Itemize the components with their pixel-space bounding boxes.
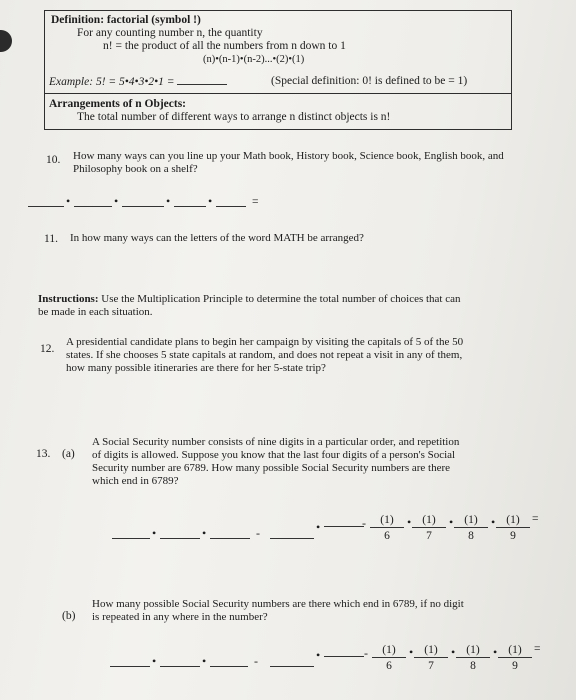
q13a-frac-dot-1: • [407,515,412,529]
q13a-blank-4[interactable] [270,538,314,539]
q13a-fraction-2: $\frac{(1)}{7}$ [412,514,446,543]
q13b-frac-dot-2: • [451,645,456,659]
instructions-line-1-rest: Use the Multiplication Principle to determine the total number of choices that can [101,293,461,305]
q10-dot-1: • [66,194,71,208]
q10-dot-3: • [166,194,171,208]
q13b-line-1: How many possible Social Security numbers are there which end in 6789, if no digit [92,598,464,610]
definition-line-1: For any counting number n, the quantity [77,27,263,39]
box-divider [45,93,511,94]
q13b-fraction-2: $\frac{(1)}{7}$ [414,644,448,673]
binder-hole [0,30,12,52]
q11-text: In how many ways can the letters of the word MATH be arranged? [70,232,364,244]
q10-blank-3[interactable] [122,206,164,207]
q12-line-2: states. If she chooses 5 state capitals at random, and does not repeat a visit in any of them, [66,349,463,361]
q13a-dot-1: • [152,526,157,540]
q13a-blank-5[interactable] [324,526,364,527]
q13b-label: (b) [62,610,76,622]
q10-line-2: Philosophy book on a shelf? [73,163,198,175]
q13b-blank-2[interactable] [160,666,200,667]
q12-number: 12. [40,343,55,355]
definition-title: Definition: factorial (symbol !) [51,14,201,26]
arrangements-text: The total number of different ways to arrange n distinct objects is n! [77,111,391,123]
instructions-line-1: Instructions: Use the Multiplication Principle to determine the total number of choices that can [38,293,461,305]
q13a-fraction-1: $\frac{(1)}{6}$ [370,514,404,543]
q13b-fraction-1: $\frac{(1)}{6}$ [372,644,406,673]
q13b-blank-5[interactable] [324,656,364,657]
q13b-frac-dot-1: • [409,645,414,659]
q10-blank-5[interactable] [216,206,246,207]
q13a-line-1: A Social Security number consists of nine digits in a particular order, and repetition [92,436,460,448]
q13a-dot-5: - [362,516,366,530]
instructions-line-2: be made in each situation. [38,306,153,318]
q13a-dot-3: - [256,526,260,540]
q13a-equals: = [532,513,539,525]
q13a-label: (a) [62,448,75,460]
q13a-fraction-3: $\frac{(1)}{8}$ [454,514,488,543]
q13b-equals: = [534,643,541,655]
example-answer-blank[interactable] [177,84,227,85]
q11-number: 11. [44,233,58,245]
q12-line-3: how many possible itineraries are there for her 5-state trip? [66,362,326,374]
q13a-frac-dot-2: • [449,515,454,529]
q13b-line-2: is repeated in any where in the number? [92,611,268,623]
q13b-fraction-3: $\frac{(1)}{8}$ [456,644,490,673]
q12-line-1: A presidential candidate plans to begin her campaign by visiting the capitals of 5 of the 50 [66,336,464,348]
q10-blank-1[interactable] [28,206,64,207]
q10-equals: = [252,196,259,208]
q10-dot-2: • [114,194,119,208]
q13b-dot-4: • [316,648,321,662]
q10-blank-2[interactable] [74,206,112,207]
q13-number: 13. [36,448,51,460]
q13b-dot-3: - [254,654,258,668]
definition-line-2: n! = the product of all the numbers from n down to 1 [103,40,346,52]
q13b-dot-1: • [152,654,157,668]
definition-line-3: (n)•(n-1)•(n-2)...•(2)•(1) [203,54,305,65]
q13b-frac-dot-3: • [493,645,498,659]
q13b-fraction-4: $\frac{(1)}{9}$ [498,644,532,673]
q13a-line-2: of digits is allowed. Suppose you know that the last four digits of a person's Social [92,449,456,461]
q13a-blank-2[interactable] [160,538,200,539]
q13b-dot-5: - [364,646,368,660]
q13a-line-4: which end in 6789? [92,475,179,487]
q13a-blank-1[interactable] [112,538,150,539]
definition-box [44,10,512,130]
arrangements-title: Arrangements of n Objects: [49,98,187,110]
q13a-blank-3[interactable] [210,538,250,539]
q13a-frac-dot-3: • [491,515,496,529]
q13a-dot-4: • [316,520,321,534]
q13b-blank-4[interactable] [270,666,314,667]
q10-line-1: How many ways can you line up your Math book, History book, Science book, English book, and [73,150,504,162]
q10-number: 10. [46,154,61,166]
q10-dot-4: • [208,194,213,208]
q13a-dot-2: • [202,526,207,540]
q13b-dot-2: • [202,654,207,668]
q10-blank-4[interactable] [174,206,206,207]
q13b-blank-1[interactable] [110,666,150,667]
factorial-example: Example: 5! = 5•4•3•2•1 = [49,76,227,89]
special-definition: (Special definition: 0! is defined to be = 1) [271,75,468,87]
q13a-line-3: Security number are 6789. How many possible Social Security numbers are there [92,462,451,474]
q13b-blank-3[interactable] [210,666,248,667]
q13a-fraction-4: $\frac{(1)}{9}$ [496,514,530,543]
